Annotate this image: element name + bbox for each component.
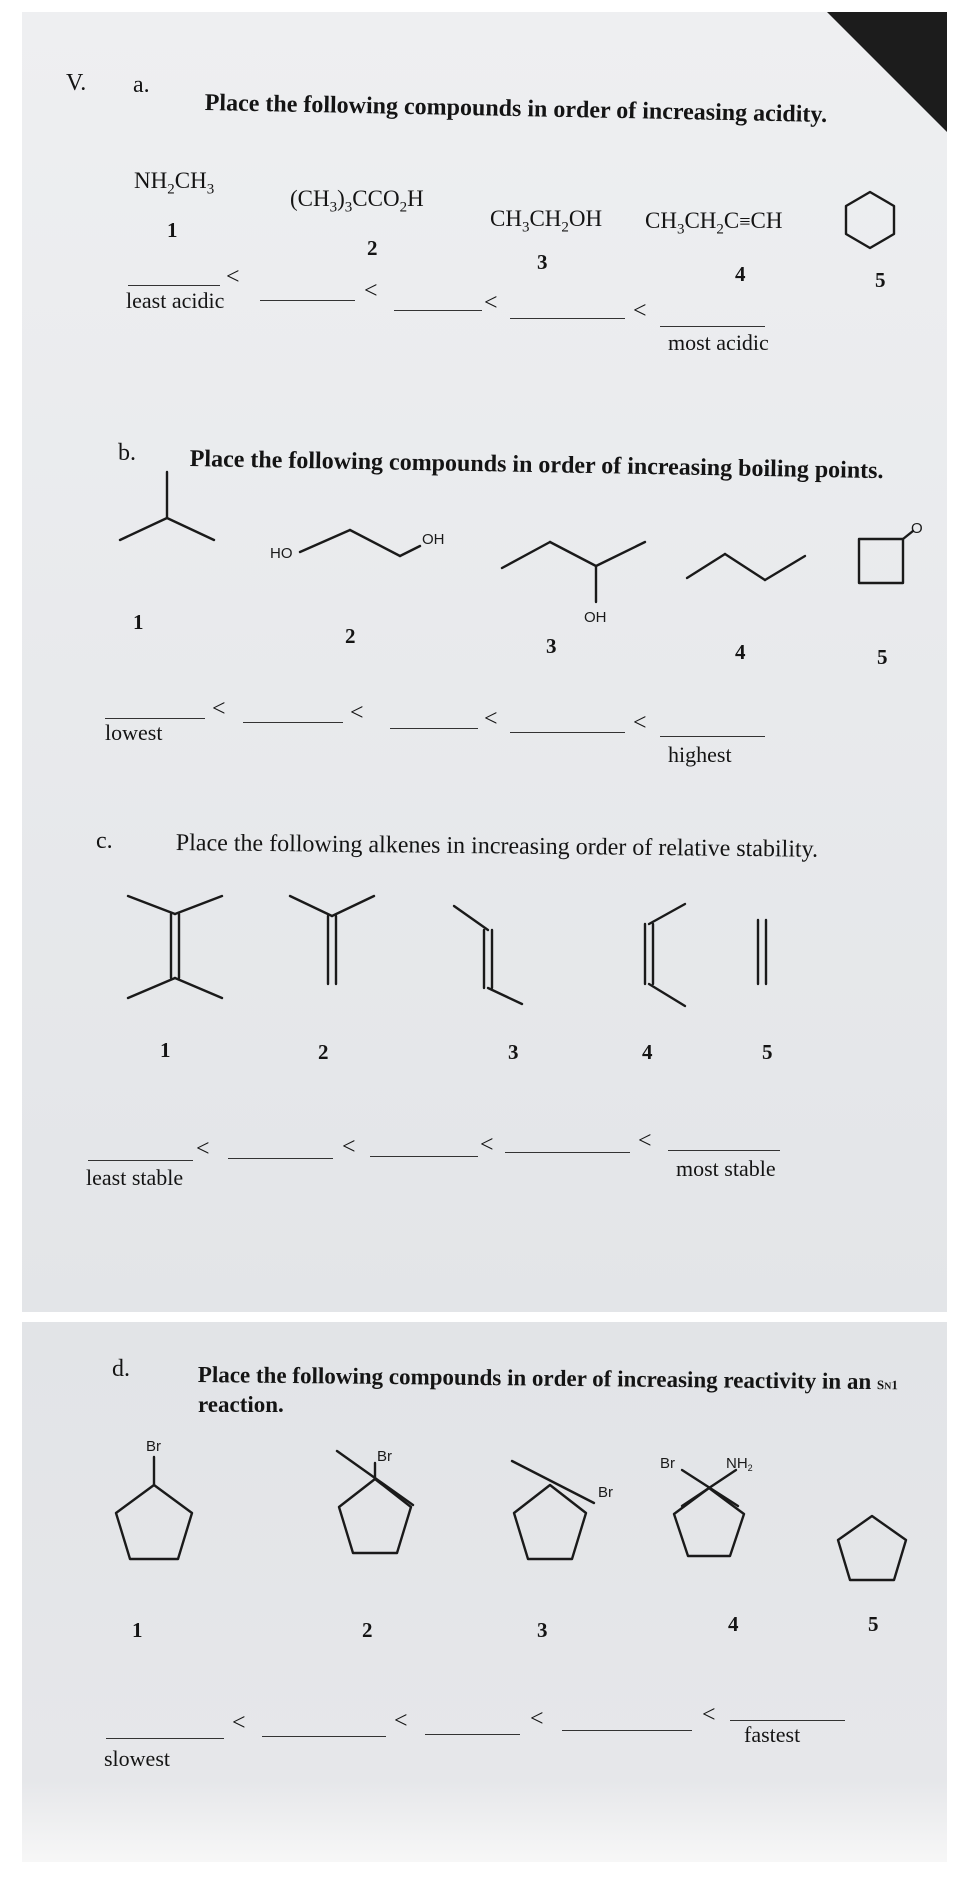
- trans-alkene-structure: [450, 900, 530, 1000]
- least-stable-label: least stable: [86, 1165, 184, 1190]
- cyclobutanone-structure: [855, 520, 925, 595]
- part-d-letter: d.: [112, 1356, 130, 1382]
- number-a4: 4: [735, 262, 746, 286]
- most-stable-label: most stable: [676, 1156, 776, 1181]
- part-c-letter: c.: [96, 828, 113, 854]
- less-than-b2: <: [350, 700, 364, 726]
- answer-blank-b5[interactable]: [660, 736, 765, 737]
- less-than-a4: <: [633, 298, 647, 324]
- number-d2: 2: [362, 1618, 373, 1642]
- dimethyl-bromocyclopentane-structure: [315, 1445, 435, 1575]
- cis-alkene-structure: [615, 900, 695, 1010]
- number-a2: 2: [367, 236, 378, 260]
- part-b-instruction: Place the following compounds in order of increasing boiling points.: [189, 446, 884, 485]
- part-b-letter: b.: [118, 440, 136, 466]
- less-than-b4: <: [633, 710, 647, 736]
- less-than-d3: <: [530, 1706, 544, 1732]
- number-b4: 4: [735, 640, 746, 664]
- part-a-instruction: Place the following compounds in order of increasing acidity.: [204, 90, 828, 128]
- answer-blank-a3[interactable]: [394, 310, 482, 311]
- answer-blank-b1[interactable]: [105, 718, 205, 719]
- answer-blank-d4[interactable]: [562, 1730, 692, 1731]
- most-acidic-label: most acidic: [668, 330, 769, 355]
- highest-label: highest: [668, 742, 732, 767]
- number-d4: 4: [728, 1612, 739, 1636]
- less-than-b1: <: [212, 696, 226, 722]
- nh2-label: $NH_2$: [726, 1455, 753, 1473]
- answer-blank-a2[interactable]: [260, 300, 355, 301]
- less-than-a3: <: [484, 290, 498, 316]
- br2-label: Br: [377, 1448, 392, 1465]
- background-corner: [827, 12, 947, 132]
- oh3-label: OH: [584, 609, 607, 626]
- answer-blank-a4[interactable]: [510, 318, 625, 319]
- less-than-a1: <: [226, 264, 240, 290]
- answer-blank-c1[interactable]: [88, 1160, 193, 1161]
- answer-blank-d3[interactable]: [425, 1734, 520, 1735]
- compound-a2: $(CH_3)_3CCO_2H$: [290, 186, 424, 216]
- number-a1: 1: [167, 218, 178, 242]
- lowest-label: lowest: [105, 720, 163, 745]
- ethylene-structure: [748, 918, 778, 988]
- number-d5: 5: [868, 1612, 879, 1636]
- worksheet-page-2: [22, 1322, 947, 1862]
- methylbromo-cyclopentane-structure: [490, 1455, 620, 1580]
- bromocyclopentane-structure: [102, 1435, 202, 1575]
- number-b5: 5: [877, 645, 888, 669]
- br4-label: Br: [660, 1455, 675, 1472]
- less-than-d2: <: [394, 1708, 408, 1734]
- part-c-instruction: Place the following alkenes in increasing order of relative stability.: [175, 830, 819, 863]
- sn1-label: SN1: [876, 1377, 898, 1393]
- answer-blank-c5[interactable]: [668, 1150, 780, 1151]
- number-a3: 3: [537, 250, 548, 274]
- less-than-b3: <: [484, 706, 498, 732]
- answer-blank-a1[interactable]: [128, 285, 220, 286]
- roman-numeral: V.: [66, 70, 87, 96]
- answer-blank-b4[interactable]: [510, 732, 625, 733]
- tetramethylethylene-structure: [120, 890, 230, 1010]
- fastest-label: fastest: [744, 1722, 801, 1747]
- answer-blank-d5[interactable]: [730, 1720, 845, 1721]
- number-c5: 5: [762, 1040, 773, 1064]
- compound-a3: $CH_3CH_2OH$: [490, 206, 603, 236]
- less-than-c1: <: [196, 1136, 210, 1162]
- less-than-d1: <: [232, 1710, 246, 1736]
- ethylene-glycol-structure: [270, 520, 470, 580]
- answer-blank-c3[interactable]: [370, 1156, 478, 1157]
- worksheet-page-1: [22, 12, 947, 1312]
- compound-a1: $NH_2CH_3$: [134, 168, 215, 198]
- number-a5: 5: [875, 268, 886, 292]
- answer-blank-a5[interactable]: [660, 326, 765, 327]
- number-c3: 3: [508, 1040, 519, 1064]
- less-than-c3: <: [480, 1132, 494, 1158]
- number-d3: 3: [537, 1618, 548, 1642]
- answer-blank-d1[interactable]: [106, 1738, 224, 1739]
- less-than-a2: <: [364, 278, 378, 304]
- slowest-label: slowest: [104, 1746, 170, 1771]
- number-d1: 1: [132, 1618, 143, 1642]
- answer-blank-c2[interactable]: [228, 1158, 333, 1159]
- number-c1: 1: [160, 1038, 171, 1062]
- ho-label: HO: [270, 545, 293, 562]
- o5-label: O: [911, 520, 923, 537]
- less-than-c2: <: [342, 1134, 356, 1160]
- number-b3: 3: [546, 634, 557, 658]
- number-b2: 2: [345, 624, 356, 648]
- answer-blank-c4[interactable]: [505, 1152, 630, 1153]
- oh-label: OH: [422, 531, 445, 548]
- part-a-letter: a.: [133, 72, 150, 98]
- answer-blank-d2[interactable]: [262, 1736, 386, 1737]
- br1-label: Br: [146, 1438, 161, 1455]
- compound-a4: $CH_3CH_2C\equiv CH$: [645, 208, 783, 238]
- less-than-c4: <: [638, 1128, 652, 1154]
- br3-label: Br: [598, 1484, 613, 1501]
- bromo-amino-cyclopentane-structure: [652, 1452, 782, 1572]
- cyclohexane-structure: [840, 188, 900, 254]
- part-d-instruction-line2: reaction.: [198, 1392, 284, 1417]
- number-b1: 1: [133, 610, 144, 634]
- less-than-d4: <: [702, 1702, 716, 1728]
- least-acidic-label: least acidic: [126, 288, 225, 313]
- number-c2: 2: [318, 1040, 329, 1064]
- trisubstituted-alkene-structure: [282, 890, 382, 990]
- secondary-alcohol-structure: [500, 538, 700, 628]
- answer-blank-b3[interactable]: [390, 728, 478, 729]
- part-d-instruction-text: Place the following compounds in order of increasing reactivity in an: [197, 1362, 872, 1395]
- cyclopentane-structure: [832, 1512, 912, 1592]
- butane-structure: [685, 548, 815, 598]
- isobutane-structure: [112, 470, 222, 560]
- number-c4: 4: [642, 1040, 653, 1064]
- answer-blank-b2[interactable]: [243, 722, 343, 723]
